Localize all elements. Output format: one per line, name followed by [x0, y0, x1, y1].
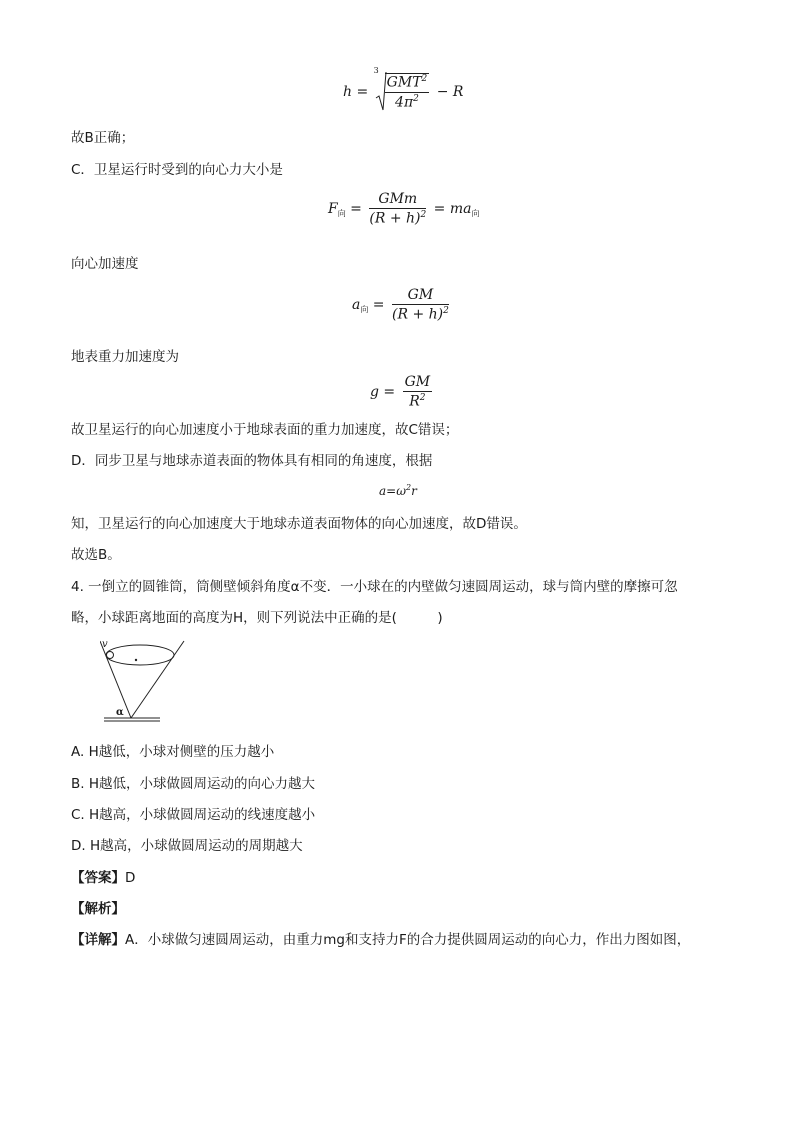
- answer-value: D: [125, 870, 136, 886]
- text-gravity-label: 地表重力加速度为: [71, 349, 179, 365]
- cone-figure: [100, 635, 200, 725]
- formula-orbit-height: h = 3 $\frac{GMT^2}{4\pi^2}$ − R: [343, 70, 463, 114]
- formula-omega: $a=\omega^2r$: [379, 483, 417, 498]
- angle-alpha-label: α: [116, 707, 124, 718]
- option-c: C. H越高，小球做圆周运动的线速度越小: [71, 807, 316, 823]
- formula-centripetal-force: $F_向$ = $\frac{\text{GMm}}{(R + h)^2}$ = $ma_向$: [328, 191, 480, 227]
- answer-tag: 【答案】: [71, 870, 125, 886]
- formula-centripetal-accel: $a_向$ = $\frac{GM}{(R + h)^2}$: [352, 287, 449, 323]
- option-a: A. H越低，小球对侧壁的压力越小: [71, 744, 275, 760]
- detail-line: [71, 930, 690, 950]
- option-d: D. H越高，小球做圆周运动的周期越大: [71, 838, 303, 854]
- detail-tag: 【详解】: [71, 932, 125, 948]
- velocity-label: v: [102, 639, 108, 650]
- option-b: B. H越低，小球做圆周运动的向心力越大: [71, 776, 315, 792]
- text-c-intro: C．卫星运行时受到的向心力大小是: [71, 162, 283, 178]
- text-d-intro: D．同步卫星与地球赤道表面的物体具有相同的角速度，根据: [71, 453, 433, 469]
- q4-stem-line2: 略，小球距离地面的高度为H，则下列说法中正确的是( ): [71, 610, 443, 626]
- formula-gravity-accel: g = $\frac{GM}{R^2}$: [370, 374, 431, 410]
- text-d-wrong: 知，卫星运行的向心加速度大于地球赤道表面物体的向心加速度，故D错误。: [71, 516, 527, 532]
- analysis-line: [71, 899, 125, 919]
- analysis-tag: 【解析】: [71, 901, 125, 917]
- text-accel-label: 向心加速度: [71, 256, 139, 272]
- q4-stem-line1: 4. 一倒立的圆锥筒，筒侧壁倾斜角度α不变．一小球在的内壁做匀速圆周运动，球与筒内壁的摩擦可忽: [71, 579, 678, 595]
- text-b-correct: 故B正确；: [71, 130, 135, 146]
- text-c-wrong: 故卫星运行的向心加速度小于地球表面的重力加速度，故C错误；: [71, 422, 459, 438]
- detail-text: A．小球做匀速圆周运动，由重力mg和支持力F的合力提供圆周运动的向心力，作出力图如图，: [125, 932, 691, 948]
- answer-line: [71, 868, 135, 888]
- text-choose-b: 故选B。: [71, 547, 121, 563]
